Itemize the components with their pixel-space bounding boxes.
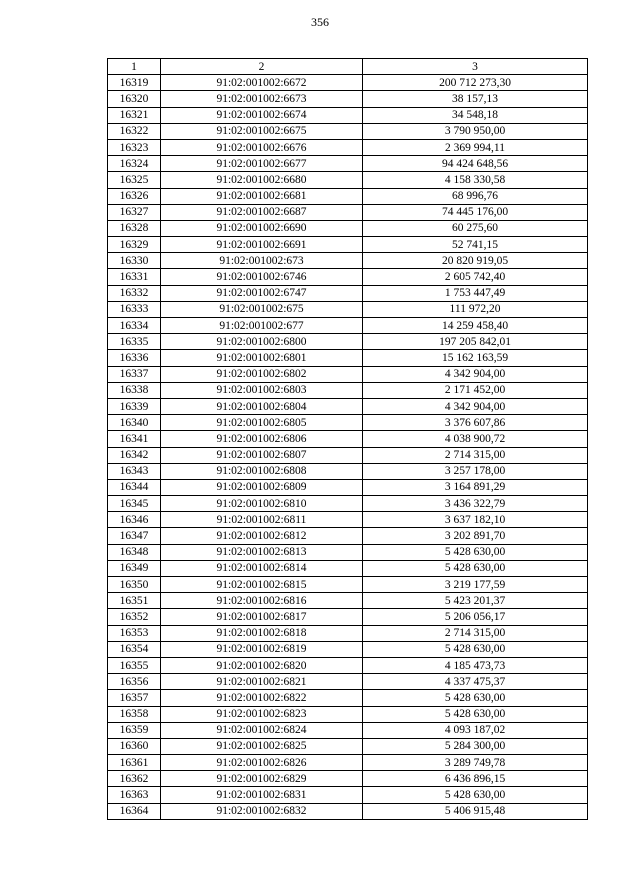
row-number-cell: 16328 xyxy=(108,220,161,236)
row-number-cell: 16352 xyxy=(108,609,161,625)
row-number-cell: 16347 xyxy=(108,528,161,544)
value-cell: 5 428 630,00 xyxy=(363,560,588,576)
cadastral-number-cell: 91:02:001002:6814 xyxy=(161,560,363,576)
value-cell: 5 406 915,48 xyxy=(363,803,588,819)
value-cell: 2 714 315,00 xyxy=(363,447,588,463)
value-cell: 3 376 607,86 xyxy=(363,415,588,431)
table-row xyxy=(108,75,588,91)
cadastral-number-cell: 91:02:001002:6804 xyxy=(161,398,363,414)
row-number-cell: 16348 xyxy=(108,544,161,560)
row-number-cell: 16326 xyxy=(108,188,161,204)
row-number-cell: 16341 xyxy=(108,431,161,447)
row-number-cell: 16349 xyxy=(108,560,161,576)
table-row xyxy=(108,641,588,657)
table-row xyxy=(108,528,588,544)
value-cell: 20 820 919,05 xyxy=(363,253,588,269)
value-cell: 3 790 950,00 xyxy=(363,123,588,139)
table-row xyxy=(108,107,588,123)
value-cell: 3 436 322,79 xyxy=(363,496,588,512)
cadastral-number-cell: 91:02:001002:6690 xyxy=(161,220,363,236)
cadastral-number-cell: 91:02:001002:6677 xyxy=(161,156,363,172)
row-number-cell: 16319 xyxy=(108,75,161,91)
value-cell: 4 342 904,00 xyxy=(363,366,588,382)
cadastral-number-cell: 91:02:001002:6825 xyxy=(161,738,363,754)
value-cell: 3 219 177,59 xyxy=(363,577,588,593)
table-row xyxy=(108,398,588,414)
cadastral-number-cell: 91:02:001002:6687 xyxy=(161,204,363,220)
table-row xyxy=(108,334,588,350)
value-cell: 2 171 452,00 xyxy=(363,382,588,398)
cadastral-number-cell: 91:02:001002:6816 xyxy=(161,593,363,609)
table-row xyxy=(108,593,588,609)
value-cell: 5 428 630,00 xyxy=(363,641,588,657)
table-row xyxy=(108,674,588,690)
value-cell: 4 038 900,72 xyxy=(363,431,588,447)
row-number-cell: 16329 xyxy=(108,237,161,253)
value-cell: 2 714 315,00 xyxy=(363,625,588,641)
table-row xyxy=(108,91,588,107)
cadastral-number-cell: 91:02:001002:6680 xyxy=(161,172,363,188)
row-number-cell: 16363 xyxy=(108,787,161,803)
value-cell: 6 436 896,15 xyxy=(363,771,588,787)
cadastral-number-cell: 91:02:001002:6818 xyxy=(161,625,363,641)
value-cell: 5 284 300,00 xyxy=(363,738,588,754)
cadastral-number-cell: 91:02:001002:6822 xyxy=(161,690,363,706)
row-number-cell: 16320 xyxy=(108,91,161,107)
value-cell: 38 157,13 xyxy=(363,91,588,107)
row-number-cell: 16362 xyxy=(108,771,161,787)
table-row xyxy=(108,220,588,236)
row-number-cell: 16357 xyxy=(108,690,161,706)
value-cell: 3 289 749,78 xyxy=(363,755,588,771)
row-number-cell: 16342 xyxy=(108,447,161,463)
cadastral-number-cell: 91:02:001002:6676 xyxy=(161,139,363,155)
cadastral-number-cell: 91:02:001002:6806 xyxy=(161,431,363,447)
cadastral-number-cell: 91:02:001002:6813 xyxy=(161,544,363,560)
row-number-cell: 16337 xyxy=(108,366,161,382)
cadastral-number-cell: 91:02:001002:6829 xyxy=(161,771,363,787)
value-cell: 4 185 473,73 xyxy=(363,657,588,673)
table-row xyxy=(108,431,588,447)
cadastral-number-cell: 91:02:001002:6805 xyxy=(161,415,363,431)
cadastral-number-cell: 91:02:001002:6821 xyxy=(161,674,363,690)
table-row xyxy=(108,188,588,204)
table-row xyxy=(108,560,588,576)
cadastral-number-cell: 91:02:001002:6831 xyxy=(161,787,363,803)
table-row xyxy=(108,269,588,285)
table-row xyxy=(108,156,588,172)
row-number-cell: 16324 xyxy=(108,156,161,172)
value-cell: 5 428 630,00 xyxy=(363,544,588,560)
table-row xyxy=(108,722,588,738)
row-number-cell: 16346 xyxy=(108,512,161,528)
table-row xyxy=(108,706,588,722)
table-body xyxy=(108,75,588,820)
cadastral-number-cell: 91:02:001002:677 xyxy=(161,318,363,334)
cadastral-number-cell: 91:02:001002:6832 xyxy=(161,803,363,819)
cadastral-number-cell: 91:02:001002:6823 xyxy=(161,706,363,722)
table-row xyxy=(108,447,588,463)
table-row xyxy=(108,301,588,317)
table-row xyxy=(108,366,588,382)
table-row xyxy=(108,577,588,593)
cadastral-number-cell: 91:02:001002:6672 xyxy=(161,75,363,91)
value-cell: 4 342 904,00 xyxy=(363,398,588,414)
cadastral-number-cell: 91:02:001002:6673 xyxy=(161,91,363,107)
row-number-cell: 16353 xyxy=(108,625,161,641)
row-number-cell: 16344 xyxy=(108,479,161,495)
row-number-cell: 16323 xyxy=(108,139,161,155)
value-cell: 3 202 891,70 xyxy=(363,528,588,544)
cadastral-number-cell: 91:02:001002:6810 xyxy=(161,496,363,512)
row-number-cell: 16331 xyxy=(108,269,161,285)
table-row xyxy=(108,609,588,625)
cadastral-number-cell: 91:02:001002:6812 xyxy=(161,528,363,544)
column-header-2: 2 xyxy=(161,59,363,75)
table-row xyxy=(108,625,588,641)
table-row xyxy=(108,237,588,253)
table-row xyxy=(108,512,588,528)
value-cell: 5 206 056,17 xyxy=(363,609,588,625)
value-cell: 60 275,60 xyxy=(363,220,588,236)
value-cell: 94 424 648,56 xyxy=(363,156,588,172)
row-number-cell: 16351 xyxy=(108,593,161,609)
cadastral-number-cell: 91:02:001002:6808 xyxy=(161,463,363,479)
value-cell: 1 753 447,49 xyxy=(363,285,588,301)
row-number-cell: 16330 xyxy=(108,253,161,269)
cadastral-number-cell: 91:02:001002:6681 xyxy=(161,188,363,204)
table-row xyxy=(108,755,588,771)
table-row xyxy=(108,787,588,803)
value-cell: 111 972,20 xyxy=(363,301,588,317)
value-cell: 74 445 176,00 xyxy=(363,204,588,220)
cadastral-number-cell: 91:02:001002:6817 xyxy=(161,609,363,625)
value-cell: 5 428 630,00 xyxy=(363,787,588,803)
table-row xyxy=(108,139,588,155)
column-header-3: 3 xyxy=(363,59,588,75)
cadastral-number-cell: 91:02:001002:6746 xyxy=(161,269,363,285)
value-cell: 3 257 178,00 xyxy=(363,463,588,479)
cadastral-number-cell: 91:02:001002:6820 xyxy=(161,657,363,673)
row-number-cell: 16322 xyxy=(108,123,161,139)
table-row xyxy=(108,657,588,673)
row-number-cell: 16350 xyxy=(108,577,161,593)
row-number-cell: 16333 xyxy=(108,301,161,317)
table-row xyxy=(108,771,588,787)
row-number-cell: 16360 xyxy=(108,738,161,754)
row-number-cell: 16358 xyxy=(108,706,161,722)
value-cell: 5 428 630,00 xyxy=(363,690,588,706)
table-row xyxy=(108,172,588,188)
cadastral-number-cell: 91:02:001002:6674 xyxy=(161,107,363,123)
table-row xyxy=(108,690,588,706)
value-cell: 52 741,15 xyxy=(363,237,588,253)
column-header-1: 1 xyxy=(108,59,161,75)
cadastral-number-cell: 91:02:001002:6800 xyxy=(161,334,363,350)
cadastral-number-cell: 91:02:001002:6691 xyxy=(161,237,363,253)
cadastral-number-cell: 91:02:001002:6811 xyxy=(161,512,363,528)
value-cell: 4 093 187,02 xyxy=(363,722,588,738)
cadastral-number-cell: 91:02:001002:6675 xyxy=(161,123,363,139)
table-row xyxy=(108,285,588,301)
cadastral-number-cell: 91:02:001002:6747 xyxy=(161,285,363,301)
table-row xyxy=(108,496,588,512)
row-number-cell: 16334 xyxy=(108,318,161,334)
row-number-cell: 16338 xyxy=(108,382,161,398)
row-number-cell: 16355 xyxy=(108,657,161,673)
value-cell: 200 712 273,30 xyxy=(363,75,588,91)
cadastral-number-cell: 91:02:001002:673 xyxy=(161,253,363,269)
row-number-cell: 16340 xyxy=(108,415,161,431)
value-cell: 197 205 842,01 xyxy=(363,334,588,350)
table-header-row xyxy=(108,59,588,75)
cadastral-number-cell: 91:02:001002:6803 xyxy=(161,382,363,398)
table-row xyxy=(108,463,588,479)
row-number-cell: 16335 xyxy=(108,334,161,350)
row-number-cell: 16325 xyxy=(108,172,161,188)
row-number-cell: 16364 xyxy=(108,803,161,819)
value-cell: 4 337 475,37 xyxy=(363,674,588,690)
page-number: 356 xyxy=(311,15,329,29)
value-cell: 3 164 891,29 xyxy=(363,479,588,495)
value-cell: 5 423 201,37 xyxy=(363,593,588,609)
table-row xyxy=(108,382,588,398)
table-row xyxy=(108,415,588,431)
cadastral-number-cell: 91:02:001002:675 xyxy=(161,301,363,317)
table-row xyxy=(108,253,588,269)
value-cell: 4 158 330,58 xyxy=(363,172,588,188)
value-cell: 5 428 630,00 xyxy=(363,706,588,722)
value-cell: 3 637 182,10 xyxy=(363,512,588,528)
table-row xyxy=(108,544,588,560)
value-cell: 34 548,18 xyxy=(363,107,588,123)
table-row xyxy=(108,803,588,819)
cadastral-number-cell: 91:02:001002:6819 xyxy=(161,641,363,657)
row-number-cell: 16327 xyxy=(108,204,161,220)
cadastral-number-cell: 91:02:001002:6815 xyxy=(161,577,363,593)
table-row xyxy=(108,738,588,754)
table-row xyxy=(108,123,588,139)
value-cell: 14 259 458,40 xyxy=(363,318,588,334)
cadastral-value-table xyxy=(107,58,588,820)
cadastral-number-cell: 91:02:001002:6809 xyxy=(161,479,363,495)
row-number-cell: 16361 xyxy=(108,755,161,771)
row-number-cell: 16336 xyxy=(108,350,161,366)
table-row xyxy=(108,204,588,220)
value-cell: 2 605 742,40 xyxy=(363,269,588,285)
row-number-cell: 16354 xyxy=(108,641,161,657)
value-cell: 68 996,76 xyxy=(363,188,588,204)
row-number-cell: 16321 xyxy=(108,107,161,123)
cadastral-number-cell: 91:02:001002:6801 xyxy=(161,350,363,366)
row-number-cell: 16343 xyxy=(108,463,161,479)
value-cell: 15 162 163,59 xyxy=(363,350,588,366)
row-number-cell: 16356 xyxy=(108,674,161,690)
row-number-cell: 16332 xyxy=(108,285,161,301)
table-row xyxy=(108,318,588,334)
table-row xyxy=(108,479,588,495)
row-number-cell: 16345 xyxy=(108,496,161,512)
cadastral-number-cell: 91:02:001002:6826 xyxy=(161,755,363,771)
cadastral-number-cell: 91:02:001002:6824 xyxy=(161,722,363,738)
row-number-cell: 16339 xyxy=(108,398,161,414)
cadastral-number-cell: 91:02:001002:6807 xyxy=(161,447,363,463)
value-cell: 2 369 994,11 xyxy=(363,139,588,155)
row-number-cell: 16359 xyxy=(108,722,161,738)
cadastral-number-cell: 91:02:001002:6802 xyxy=(161,366,363,382)
table-row xyxy=(108,350,588,366)
